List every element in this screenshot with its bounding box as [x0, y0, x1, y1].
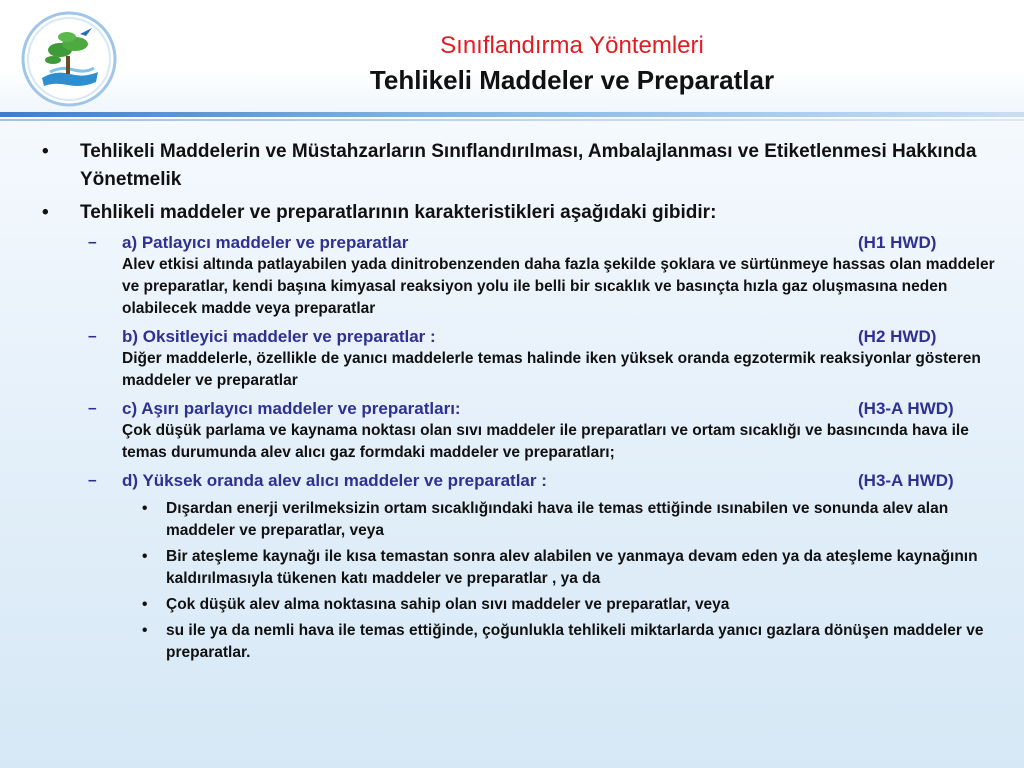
bullet-item [38, 138, 1014, 194]
sub-bullet-text: Dışardan enerji verilmeksizin ortam sıcaklığındaki hava ile temas ettiğinde ısınabilen ve sonunda alev alan maddeler ve preparatlar, veya [166, 500, 949, 539]
tree-map-logo-icon [20, 10, 118, 108]
category-title: c) Aşırı parlayıcı maddeler ve preparatları: [122, 399, 461, 418]
category-heading [122, 398, 1014, 420]
sub-bullet-marker: • [142, 500, 148, 517]
category-extremely-flammable [38, 398, 1014, 464]
sub-bullet-text: Çok düşük alev alma noktasına sahip olan sıvı maddeler ve preparatlar, veya [166, 596, 730, 613]
slide-content [38, 138, 1014, 668]
dash-marker: – [88, 328, 97, 345]
bullet-text: Tehlikeli Maddelerin ve Müstahzarların Sınıflandırılması, Ambalajlanması ve Etiketlenmesi Hakkında Yönetmelik [80, 141, 977, 190]
sub-bullet-text: Bir ateşleme kaynağı ile kısa temastan sonra alev alabilen ve yanmaya devam eden ya da ateşleme kaynağının kaldırılmasıyla tükenen katı maddeler ve preparatlar , ya da [166, 548, 978, 587]
bullet-item [38, 199, 1014, 227]
category-title: d) Yüksek oranda alev alıcı maddeler ve preparatlar : [122, 471, 547, 490]
category-oxidizing [38, 326, 1014, 392]
bullet-marker: • [42, 202, 49, 223]
category-description: Çok düşük parlama ve kaynama noktası olan sıvı maddeler ile preparatları ve ortam sıcaklığı ve basıncında hava ile temas durumunda alev alıcı gaz formdaki maddeler ve preparatları; [122, 422, 969, 461]
dash-marker: – [88, 234, 97, 251]
sub-bullet-item [38, 594, 1014, 616]
dash-marker: – [88, 400, 97, 417]
hazard-code: (H3-A HWD) [858, 399, 954, 418]
slide-title: Sınıflandırma Yöntemleri [440, 32, 704, 59]
bullet-text: Tehlikeli maddeler ve preparatlarının karakteristikleri aşağıdaki gibidir: [80, 202, 717, 223]
category-title: a) Patlayıcı maddeler ve preparatlar [122, 233, 409, 252]
sub-bullet-marker: • [142, 622, 148, 639]
dash-marker: – [88, 472, 97, 489]
category-explosive [38, 232, 1014, 320]
category-heading [122, 326, 1014, 348]
hazard-code: (H2 HWD) [858, 327, 937, 346]
category-description: Diğer maddelerle, özellikle de yanıcı maddelerle temas halinde iken yüksek oranda egzotermik reaksiyonlar gösteren maddeler ve preparatlar [122, 350, 981, 389]
category-description: Alev etkisi altında patlayabilen yada dinitrobenzenden daha fazla şekilde şoklara ve sürtünmeye hassas olan maddeler ve preparatlar, kendi başına kimyasal reaksiyon yolu ile belli bir sıcaklık ve basınçta hızla gaz oluşmasına neden olabilecek madde veya preparatlar [122, 256, 995, 317]
bullet-marker: • [42, 141, 49, 162]
sub-bullet-marker: • [142, 548, 148, 565]
sub-bullet-text: su ile ya da nemli hava ile temas ettiğinde, çoğunlukla tehlikeli miktarlarda yanıcı gazlara dönüşen maddeler ve preparatlar. [166, 622, 984, 661]
header-rule-secondary [0, 119, 1024, 121]
hazard-code: (H1 HWD) [858, 233, 937, 252]
sub-bullet-item [38, 498, 1014, 542]
header-rule [0, 112, 1024, 117]
category-heading [122, 232, 1014, 254]
category-title: b) Oksitleyici maddeler ve preparatlar : [122, 327, 436, 346]
sub-bullet-marker: • [142, 596, 148, 613]
slide-subtitle: Tehlikeli Maddeler ve Preparatlar [369, 65, 775, 95]
sub-bullet-item [38, 620, 1014, 664]
category-highly-flammable [38, 470, 1014, 492]
sub-bullet-item [38, 546, 1014, 590]
hazard-code: (H3-A HWD) [858, 471, 954, 490]
category-heading [122, 470, 1014, 492]
